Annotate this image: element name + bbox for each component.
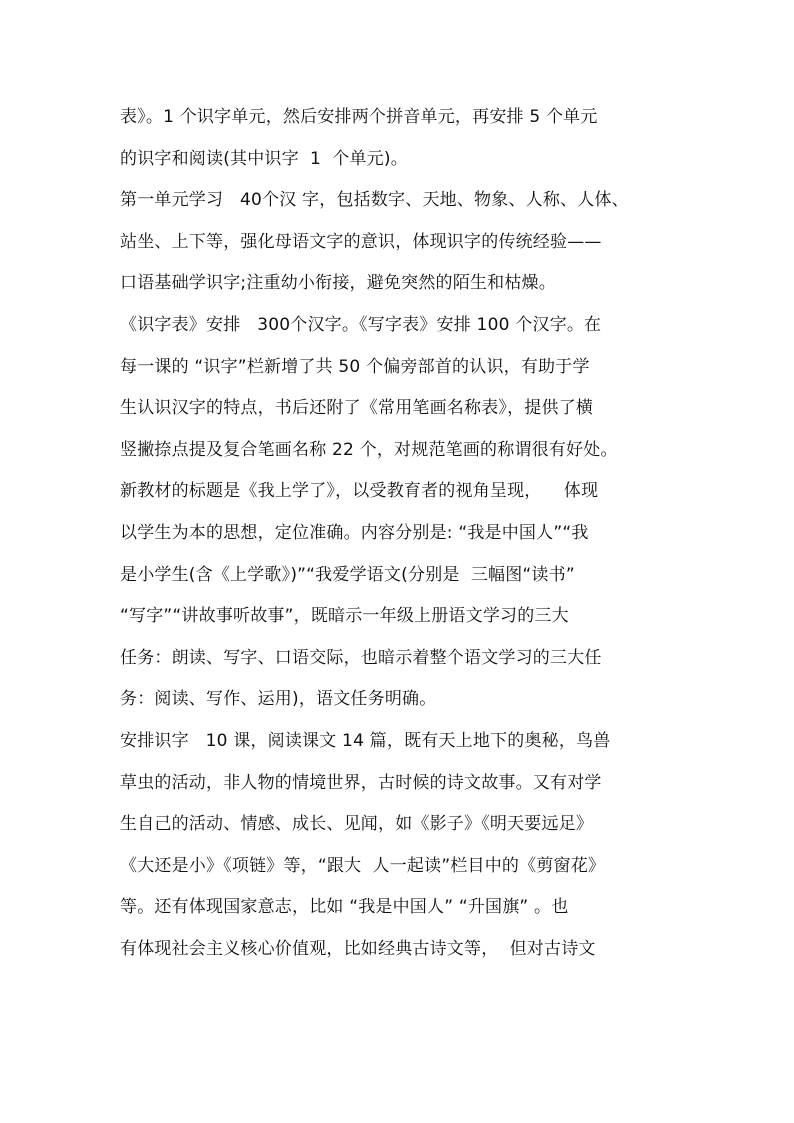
text-line: 《识字表》安排 300个汉字。《写字表》安排 100 个汉字。在 [120,314,602,335]
text-line: 以学生为本的思想，定位准确。内容分别是: “我是中国人”“我 [120,522,589,543]
text-line: 有体现社会主义核心价值观，比如经典古诗文等， 但对古诗文 [120,938,596,959]
body-text [120,97,680,970]
text-line: 口语基础学识字;注重幼小衔接，避免突然的陌生和枯燥。 [120,273,556,294]
text-line: 第一单元学习 40个汉 字，包括数字、天地、物象、人称、人体、 [120,190,629,211]
text-line: 竖撇捺点提及复合笔画名称 22 个，对规范笔画的称谓很有好处。 [120,439,618,460]
text-line: 《大还是小》《项链》等，“跟大 人一起读”栏目中的《剪窗花》 [120,855,606,876]
text-line: 任务：朗读、写字、口语交际，也暗示着整个语文学习的三大任 [120,647,602,668]
text-line: 新教材的标题是《我上学了》，以受教育者的视角呈现， 体现 [120,481,599,502]
text-line: 草虫的活动，非人物的情境世界，古时候的诗文故事。又有对学 [120,772,602,793]
text-line: 生认识汉字的特点，书后还附了《常用笔画名称表》，提供了横 [120,398,594,419]
text-line: 安排识字 10 课，阅读课文 14 篇，既有天上地下的奥秘，鸟兽 [120,730,611,751]
text-line: 表》。1 个识字单元，然后安排两个拼音单元，再安排 5 个单元 [120,107,598,127]
text-line: “写字”“讲故事听故事”，既暗示一年级上册语文学习的三大 [120,606,569,627]
text-line: 的识字和阅读(其中识字 1 个单元)。 [120,148,408,169]
text-line: 每一课的 “识字”栏新增了共 50 个偏旁部首的认识，有助于学 [120,356,590,377]
text-line: 等。还有体现国家意志，比如 “我是中国人” “升国旗” 。也 [120,897,569,918]
text-line: 站坐、上下等，强化母语文字的意识，体现识字的传统经验—— [120,231,602,252]
text-line: 是小学生(含《上学歌》)”“我爱学语文(分别是 三幅图“读书” [120,564,575,585]
text-line: 务：阅读、写作、运用)，语文任务明确。 [120,689,437,710]
text-line: 生自己的活动、情感、成长、见闻，如《影子》《明天要远足》 [120,814,594,835]
